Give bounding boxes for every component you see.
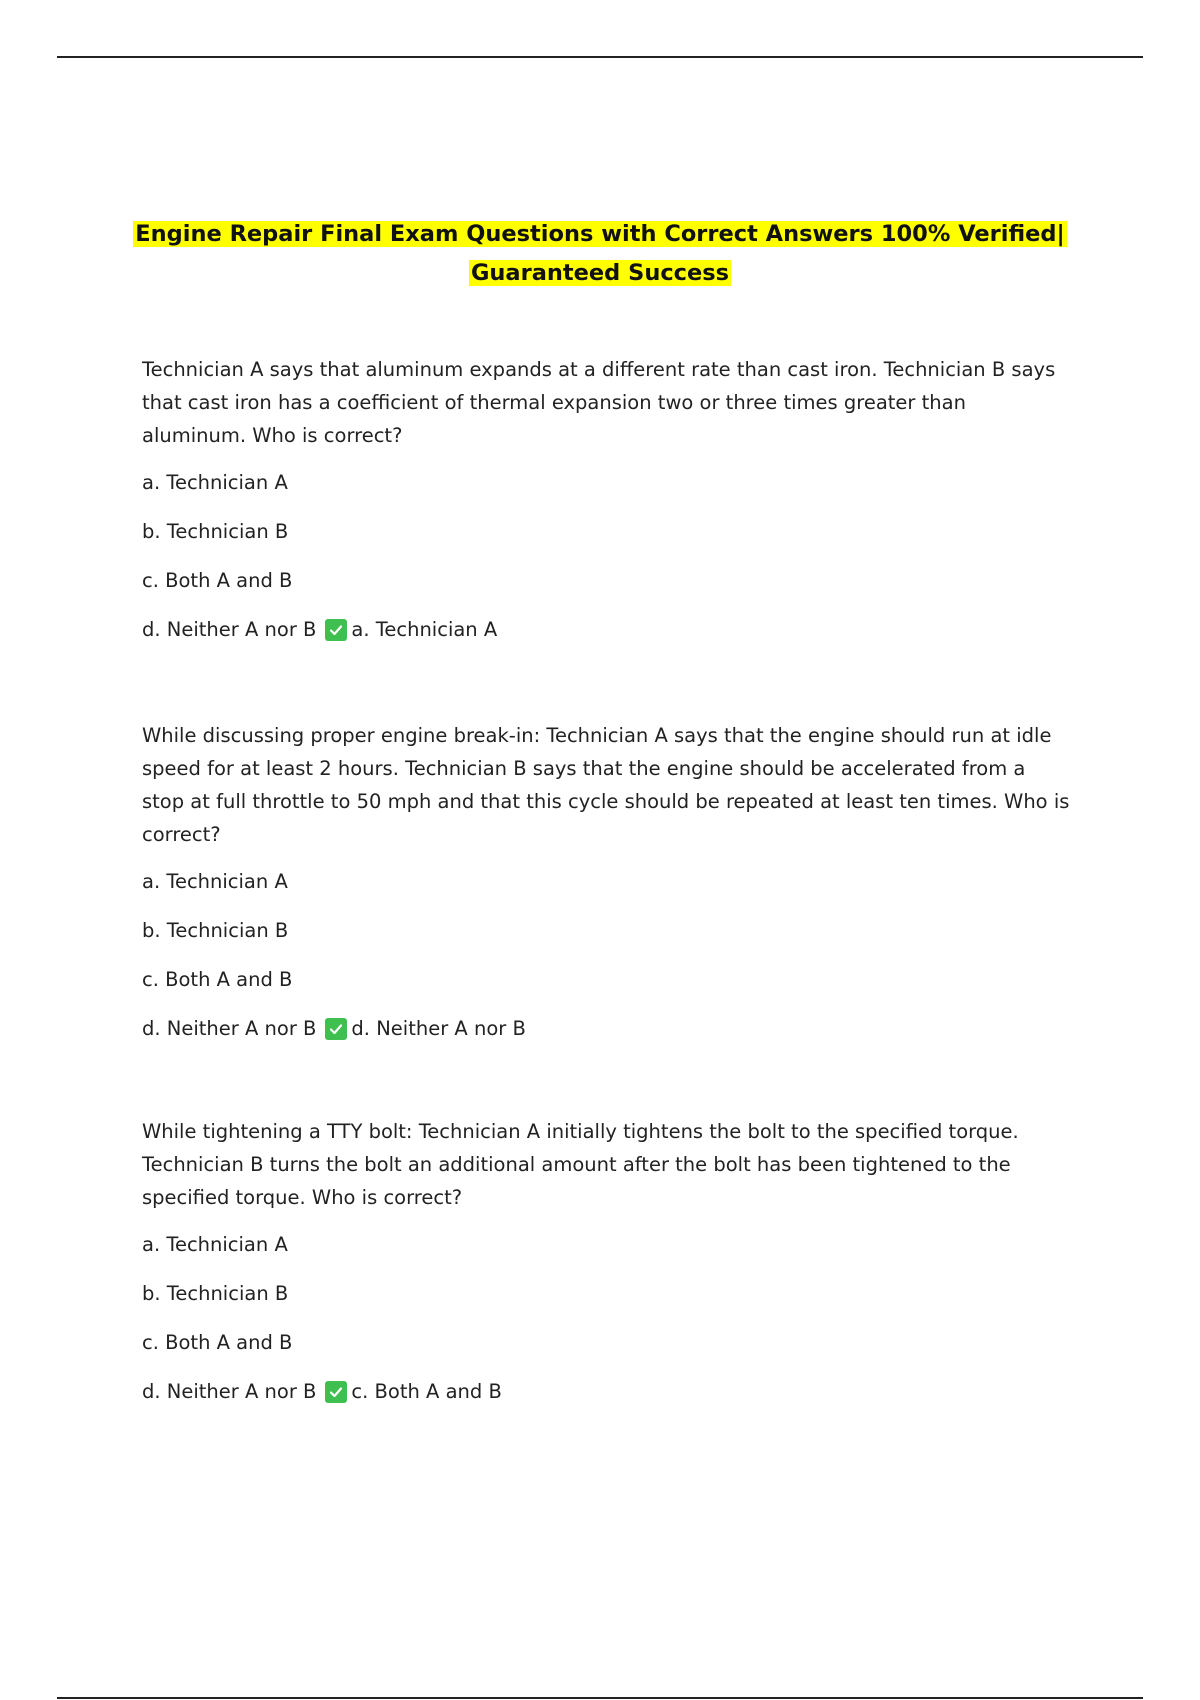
- option-d: d. Neither A nor B: [142, 1017, 317, 1040]
- option-a: a. Technician A: [142, 471, 288, 494]
- answer-row: [142, 1375, 1072, 1408]
- option-d: d. Neither A nor B: [142, 618, 317, 641]
- checkmark-icon: [325, 1018, 347, 1040]
- correct-answer: c. Both A and B: [351, 1380, 502, 1403]
- option-c: c. Both A and B: [142, 569, 293, 592]
- answer-row: [142, 1012, 1072, 1045]
- question-block-2: [142, 719, 1072, 1045]
- answer-row: [142, 613, 1072, 646]
- top-rule: [57, 56, 1143, 58]
- option-c: c. Both A and B: [142, 1331, 293, 1354]
- bottom-rule: [57, 1697, 1143, 1699]
- option-a: a. Technician A: [142, 1233, 288, 1256]
- title-line-1: Engine Repair Final Exam Questions with Correct Answers 100% Verified|: [135, 221, 1065, 247]
- checkmark-icon: [325, 1381, 347, 1403]
- option-b: b. Technician B: [142, 520, 289, 543]
- option-d: d. Neither A nor B: [142, 1380, 317, 1403]
- question-block-3: [142, 1115, 1072, 1408]
- correct-answer: a. Technician A: [351, 618, 498, 641]
- question-block-1: [142, 353, 1072, 646]
- checkmark-icon: [325, 619, 347, 641]
- correct-answer: d. Neither A nor B: [351, 1017, 526, 1040]
- question-text: While tightening a TTY bolt: Technician A initially tightens the bolt to the specified torque. Technician B turns the bolt an additional amount after the bolt has been tightened to the specified torque. Who is correct?: [142, 1120, 1019, 1209]
- page-title: [100, 215, 1100, 293]
- question-text: While discussing proper engine break-in: Technician A says that the engine should run at idle speed for at least 2 hours. Technician B says that the engine should be accelerated from a stop at full throttle to 50 mph and that this cycle should be repeated at least ten times. Who is correct?: [142, 724, 1070, 846]
- option-c: c. Both A and B: [142, 968, 293, 991]
- option-a: a. Technician A: [142, 870, 288, 893]
- option-b: b. Technician B: [142, 1282, 289, 1305]
- option-b: b. Technician B: [142, 919, 289, 942]
- title-line-2: Guaranteed Success: [470, 260, 730, 286]
- question-text: Technician A says that aluminum expands at a different rate than cast iron. Technician B says that cast iron has a coefficient of thermal expansion two or three times greater than aluminum. Who is correct?: [142, 358, 1056, 447]
